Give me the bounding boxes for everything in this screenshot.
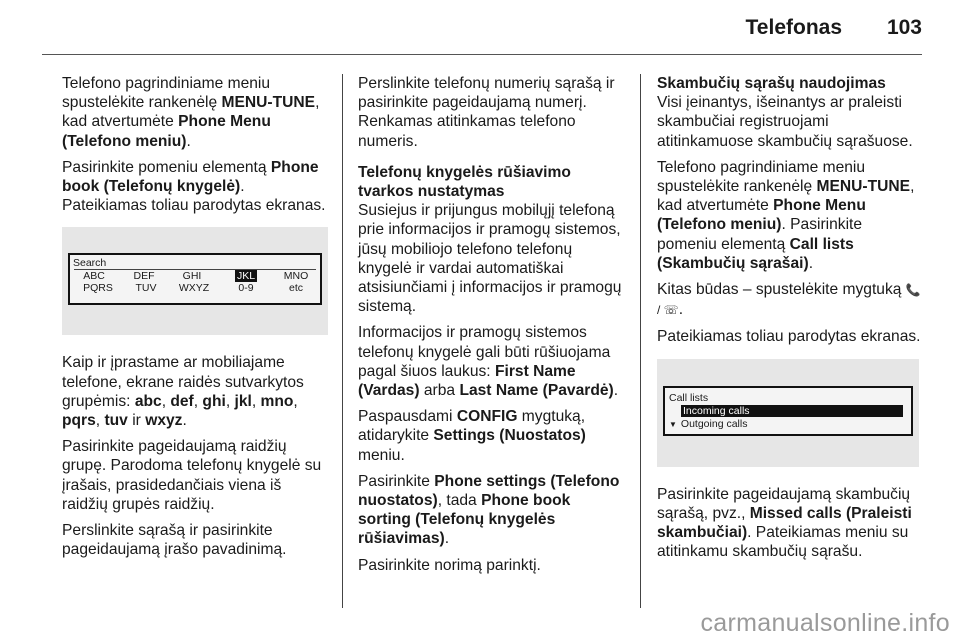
- text: ,: [225, 392, 235, 410]
- text: ,: [251, 392, 261, 410]
- bold-term: mno: [260, 392, 294, 410]
- letter-group: GHI: [182, 270, 202, 283]
- page-title: Telefonas: [745, 16, 842, 39]
- call-lists-screen: [663, 386, 913, 436]
- text: ,: [161, 392, 171, 410]
- bold-term: ghi: [202, 392, 226, 410]
- text: .: [613, 382, 619, 400]
- bold-term: Phone book sorting (Telefonų knygelės rūšiavimas): [358, 492, 571, 548]
- arrow-down-icon: ▼: [669, 419, 677, 429]
- bold-term: Phone book (Telefonų knygelė): [62, 158, 319, 196]
- text: Telefono pagrindiniame meniu spustelėkite rankenėlę: [62, 75, 271, 112]
- bold-term: Phone Menu (Telefono meniu): [657, 197, 866, 234]
- letter-group: 0-9: [238, 282, 254, 295]
- search-screen-figure: [62, 227, 328, 335]
- bold-term: Phone settings (Telefono nuostatos): [358, 472, 620, 510]
- menu-item-label: Outgoing calls: [680, 417, 748, 430]
- paragraph: Perslinkite telefonų numerių sąrašą ir pasirinkite pageidaujamą numerį. Renkamas atitinkamas telefono numeris.: [358, 75, 615, 150]
- text: .: [240, 178, 245, 196]
- page-header: [0, 0, 960, 55]
- text: .: [186, 132, 191, 150]
- text: Pasirinkite pomeniu elementą: [62, 158, 271, 176]
- text: Pateikiamas toliau parodytas ekranas.: [62, 197, 326, 215]
- text: .: [182, 412, 187, 430]
- page-number: 103: [886, 16, 922, 39]
- text: . Pasirinkite pomeniu elementą: [657, 216, 863, 253]
- paragraph: Visi įeinantys, išeinantys ar praleisti skambučiai registruojami atitinkamuose skambučių sąrašuose.: [657, 94, 913, 150]
- text: arba: [419, 382, 460, 400]
- bold-term: Missed calls (Praleisti skambučiai): [657, 504, 912, 542]
- bold-term: MENU-TUNE: [221, 94, 316, 112]
- bold-term: First Name (Vardas): [358, 362, 576, 400]
- text: ,: [293, 392, 298, 410]
- paragraph: [657, 485, 925, 562]
- text: , tada: [437, 492, 482, 510]
- paragraph: [657, 158, 925, 273]
- watermark: carmanualsonline.info: [700, 609, 950, 637]
- text: Informacijos ir pramogų sistemos telefonų knygelė gali būti rūšiuojama pagal šiuos laukus:: [358, 324, 611, 380]
- text: .: [678, 301, 684, 319]
- letter-group: PQRS: [83, 282, 113, 295]
- paragraph: [62, 158, 328, 216]
- bold-term: Last Name (Pavardė): [459, 382, 614, 400]
- text: . Pateikiamas meniu su atitinkamu skambučių sąrašu.: [657, 524, 909, 561]
- paragraph: [62, 353, 328, 430]
- bold-term: abc: [134, 392, 162, 410]
- paragraph: [358, 323, 626, 400]
- bold-term: Call lists (Skambučių sąrašai): [657, 235, 854, 272]
- text: , kad atvertumėte: [657, 178, 915, 215]
- column-divider: [640, 74, 641, 608]
- paragraph: Pasirinkite norimą parinktį.: [358, 556, 541, 574]
- letter-group: etc: [288, 282, 303, 295]
- section-heading: Telefonų knygelės rūšiavimo tvarkos nustatymas: [358, 163, 571, 201]
- paragraph: [62, 74, 328, 151]
- text: Pasirinkite pageidaujamą skambučių sąrašą, pvz.,: [657, 485, 911, 522]
- selected-letter-group: JKL: [236, 270, 256, 283]
- bold-term: jkl: [234, 392, 252, 410]
- text: mygtuką, atidarykite: [358, 408, 586, 445]
- letter-group: MNO: [283, 270, 309, 283]
- bold-term: Phone Menu (Telefono meniu): [62, 113, 271, 150]
- text: , kad atvertumėte: [62, 94, 320, 131]
- screen-title: Call lists: [669, 391, 709, 404]
- text: .: [808, 254, 814, 272]
- header-rule: [42, 54, 922, 55]
- letter-group: ABC: [83, 270, 105, 283]
- paragraph: Perslinkite sąrašą ir pasirinkite pageidaujamą įrašo pavadinimą.: [62, 522, 287, 559]
- bold-term: Settings (Nuostatos): [433, 427, 586, 445]
- paragraph: Pasirinkite pageidaujamą raidžių grupę. Parodoma telefonų knygelė su įrašais, prasidedančiais viena iš raidžių grupės raidžių.: [62, 438, 322, 513]
- search-screen: [68, 253, 322, 305]
- column-3: [657, 74, 925, 568]
- bold-term: def: [170, 392, 194, 410]
- letter-group: DEF: [133, 270, 155, 283]
- text: Telefono pagrindiniame meniu spustelėkite rankenėlę: [657, 158, 866, 196]
- letter-group: TUV: [135, 282, 157, 295]
- text: Paspausdami: [358, 408, 457, 426]
- paragraph: Susiejus ir prijungus mobilųjį telefoną prie informacijos ir pramogų sistemos, jūsų mobiliojo telefono telefonų knygelė ir vardai automatiškai atsisiunčiami į informacijos ir pramogų sistemą.: [358, 202, 622, 316]
- bold-term: MENU-TUNE: [816, 178, 911, 196]
- paragraph: [358, 407, 626, 465]
- paragraph: [358, 472, 626, 549]
- text: ,: [95, 412, 105, 430]
- text: .: [444, 530, 450, 548]
- call-lists-screen-figure: [657, 359, 919, 467]
- bold-term: CONFIG: [456, 408, 518, 426]
- bold-term: tuv: [104, 412, 128, 430]
- menu-item: [669, 418, 747, 431]
- letter-group: WXYZ: [178, 282, 210, 295]
- screen-title: Search: [73, 257, 107, 270]
- bold-term: wxyz: [145, 412, 183, 430]
- section-heading: Skambučių sąrašų naudojimas: [657, 75, 886, 92]
- letter-group-selected: [228, 270, 264, 282]
- text: Kaip ir įprastame ar mobiliajame telefone, ekrane raidės sutvarkytos grupėmis:: [62, 354, 304, 410]
- text: ,: [193, 392, 203, 410]
- text: Kitas būdas – spustelėkite mygtuką: [657, 281, 906, 299]
- phone-icon: 📞 / ☏: [657, 283, 921, 318]
- paragraph: [657, 280, 925, 320]
- text: meniu.: [358, 446, 405, 464]
- text: ir: [127, 412, 146, 430]
- column-1: [62, 74, 328, 566]
- column-2: [358, 74, 626, 582]
- paragraph: Pateikiamas toliau parodytas ekranas.: [657, 328, 921, 346]
- column-divider: [342, 74, 343, 608]
- selected-menu-item: Incoming calls: [681, 405, 903, 417]
- bold-term: pqrs: [62, 412, 96, 430]
- text: Pasirinkite: [358, 472, 435, 490]
